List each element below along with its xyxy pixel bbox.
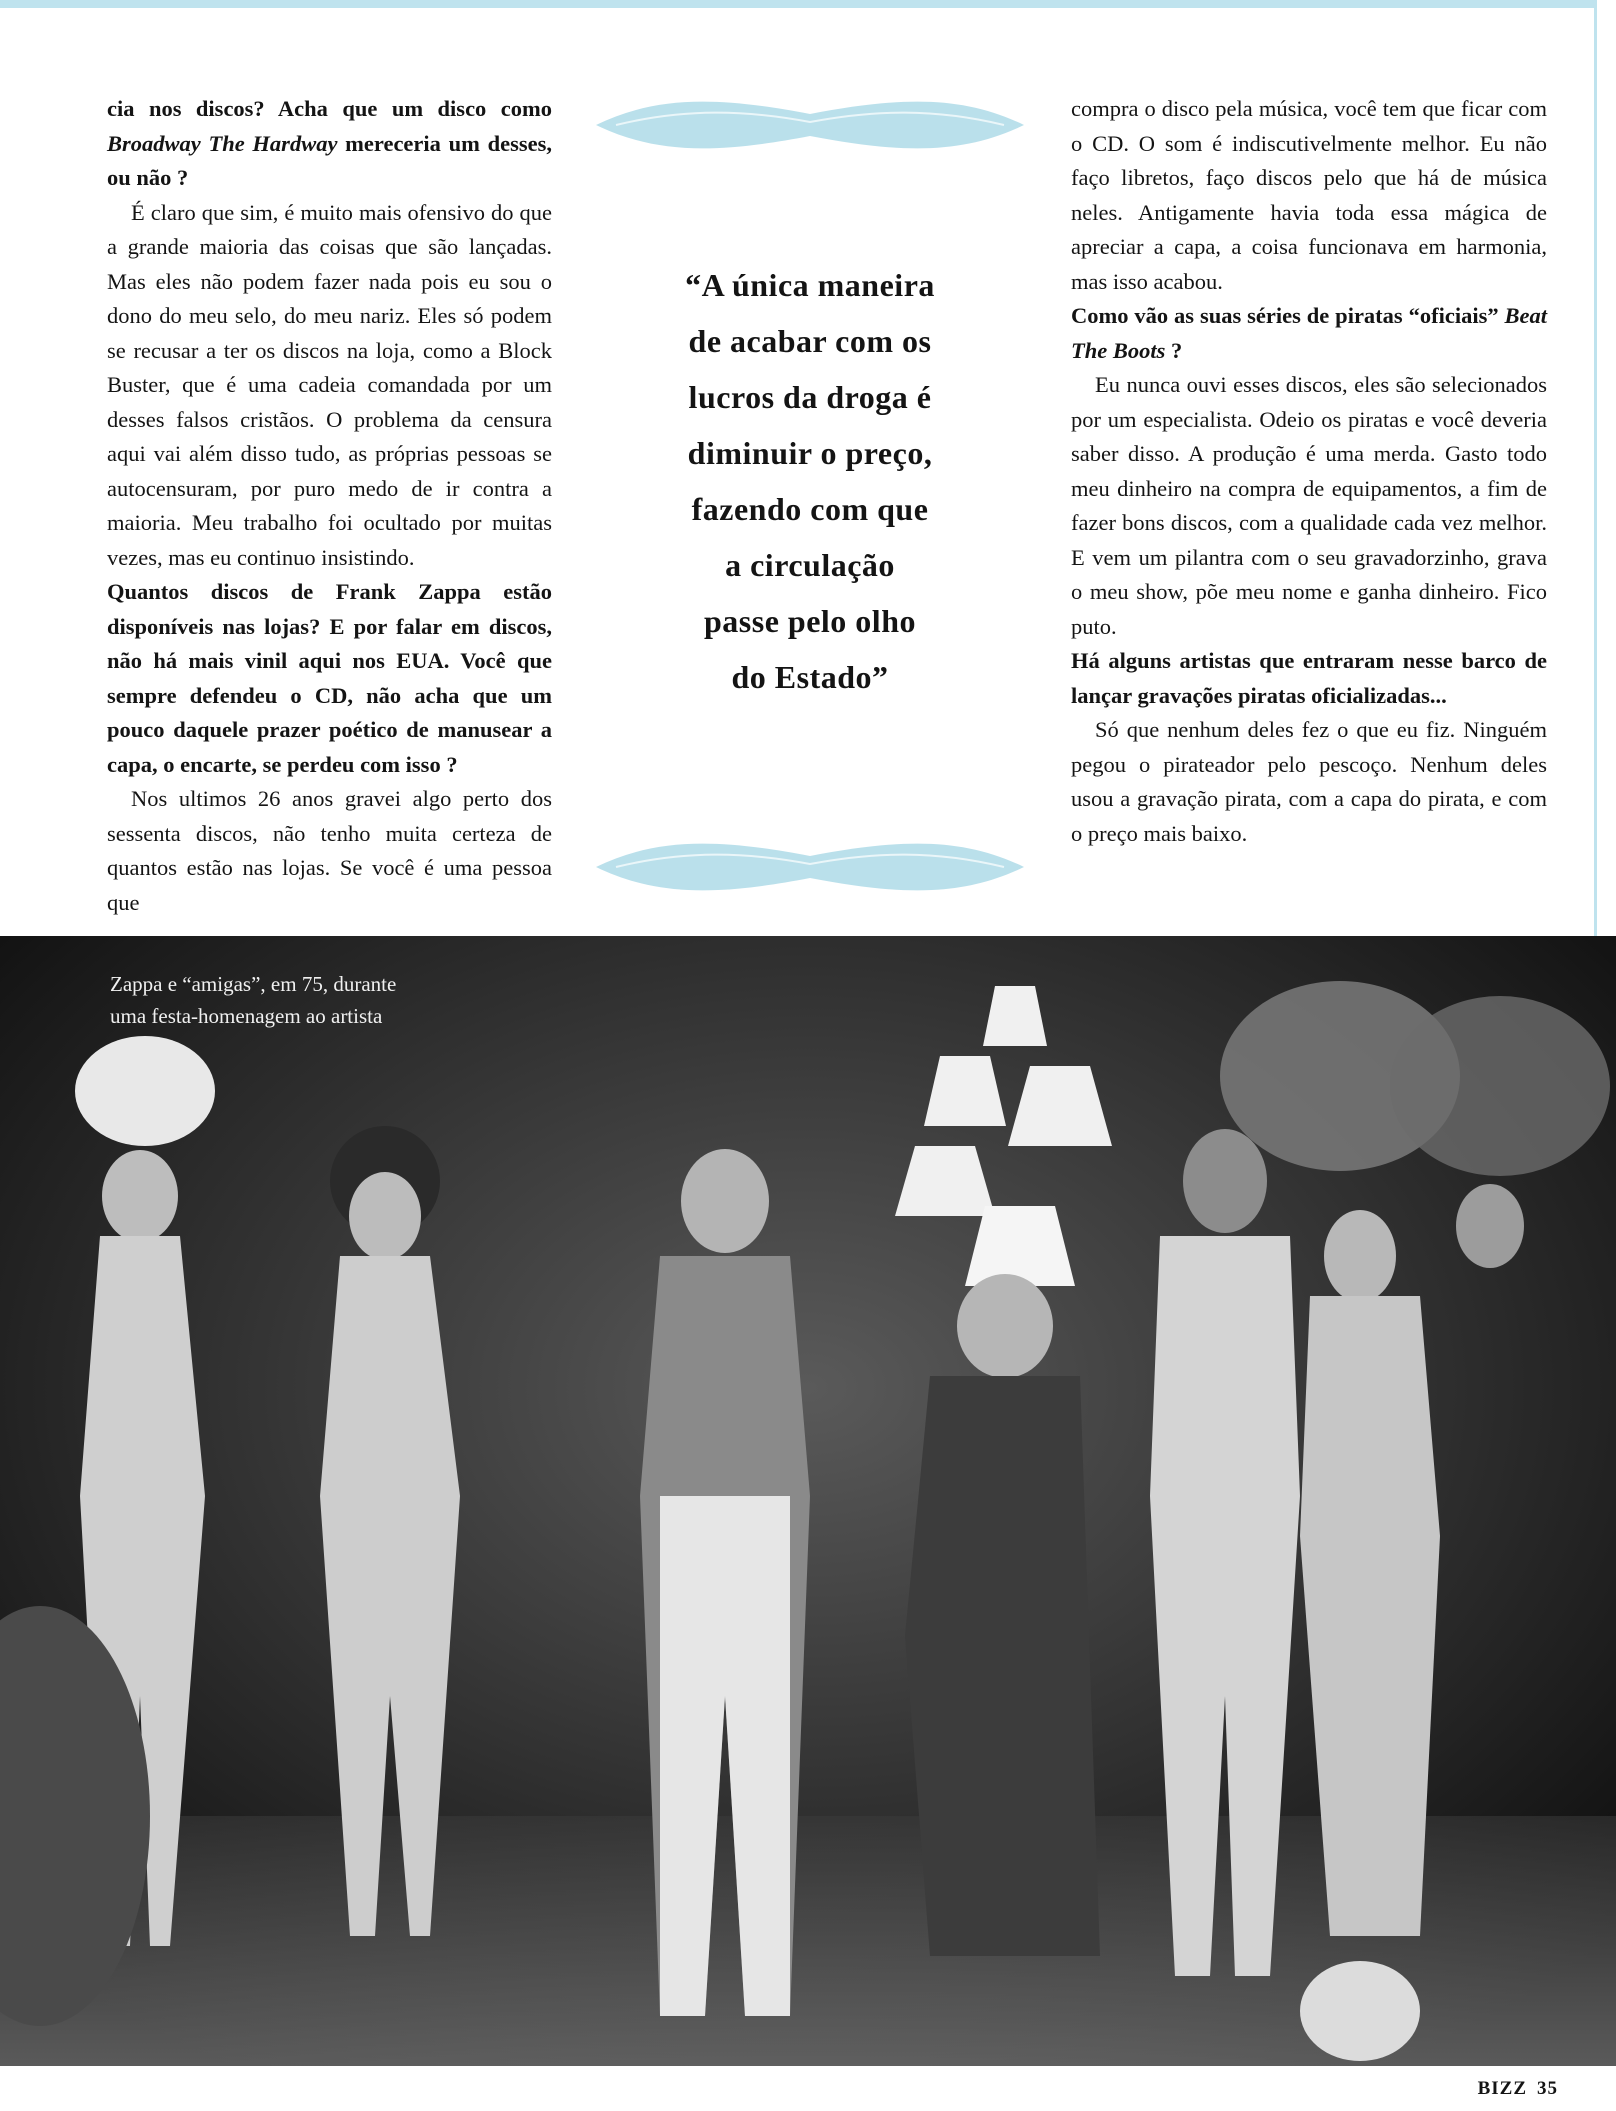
interview-answer: É claro que sim, é muito mais ofensivo do que a grande maioria das coisas que são lançadas. Mas eles não podem fazer nada pois eu sou o dono do meu selo, do meu nariz. Eles só podem se recusar a ter os discos na loja, como a Block Buster, que é uma cadeia comandada por um desses falsos cristãos. O problema da censura aqui vai além disso tudo, as próprias pessoas se autocensuram, por puro medo de ir contra a maioria. Meu trabalho foi ocultado por muitas vezes, mas eu continuo insistindo.	[107, 199, 552, 570]
caption-line: Zappa e “amigas”, em 75, durante	[110, 972, 397, 996]
pull-quote-box	[590, 92, 1030, 882]
folio	[1478, 2078, 1558, 2100]
top-border	[0, 0, 1616, 8]
interview-question: cia nos discos? Acha que um disco como Broadway The Hardway mereceria um desses, ou não ?	[107, 96, 552, 190]
pull-quote-line: de acabar com os	[688, 323, 932, 359]
page-number: 35	[1537, 2078, 1558, 2099]
interview-answer: Nos ultimos 26 anos gravei algo perto dos sessenta discos, não tenho muita certeza de quantos estão nas lojas. Se você é uma pessoa que	[107, 786, 552, 915]
pull-quote-line: passe pelo olho	[704, 603, 916, 639]
ornament-top	[596, 92, 1024, 158]
right-border	[1594, 0, 1616, 940]
pull-quote-line: “A única maneira	[685, 267, 935, 303]
ornament-bottom	[596, 834, 1024, 900]
photo-caption	[110, 968, 530, 1032]
pull-quote-line: do Estado”	[731, 659, 889, 695]
interview-question: Como vão as suas séries de piratas “oficiais” Beat The Boots ?	[1071, 303, 1547, 363]
pull-quote-line: a circulação	[725, 547, 895, 583]
pull-quote-line: fazendo com que	[691, 491, 929, 527]
party-photo	[0, 936, 1616, 2066]
caption-line: uma festa-homenagem ao artista	[110, 1004, 383, 1028]
left-text-column	[107, 92, 552, 920]
pull-quote-line: lucros da droga é	[688, 379, 932, 415]
pull-quote-text	[590, 257, 1030, 705]
right-text-column	[1071, 92, 1547, 851]
pull-quote-line: diminuir o preço,	[687, 435, 933, 471]
interview-question: Há alguns artistas que entraram nesse barco de lançar gravações piratas oficializadas...	[1071, 648, 1547, 708]
interview-answer: compra o disco pela música, você tem que ficar com o CD. O som é indiscutivelmente melhor. Eu não faço libretos, faço discos pelo que há de música neles. Antigamente havia toda essa mágica de apreciar a capa, a coisa funcionava em harmonia, mas isso acabou.	[1071, 96, 1547, 294]
magazine-name: BIZZ	[1477, 2078, 1527, 2099]
interview-answer: Eu nunca ouvi esses discos, eles são selecionados por um especialista. Odeio os piratas e você deveria saber disso. A produção é uma merda. Gasto todo meu dinheiro na compra de equipamentos, a fim de fazer bons discos, com a qualidade cada vez melhor. E vem um pilantra com o seu gravadorzinho, grava o meu show, põe meu nome e ganha dinheiro. Fico puto.	[1071, 372, 1547, 639]
interview-question: Quantos discos de Frank Zappa estão disponíveis nas lojas? E por falar em discos, não há mais vinil aqui nos EUA. Você que sempre defendeu o CD, não acha que um pouco daquele prazer poético de manusear a capa, o encarte, se perdeu com isso ?	[107, 579, 552, 777]
party-photo-image	[0, 936, 1616, 2066]
interview-answer: Só que nenhum deles fez o que eu fiz. Ninguém pegou o pirateador pelo pescoço. Nenhum deles usou a gravação pirata, com a capa do pirata, e com o preço mais baixo.	[1071, 717, 1547, 846]
page-footer	[0, 2066, 1616, 2111]
